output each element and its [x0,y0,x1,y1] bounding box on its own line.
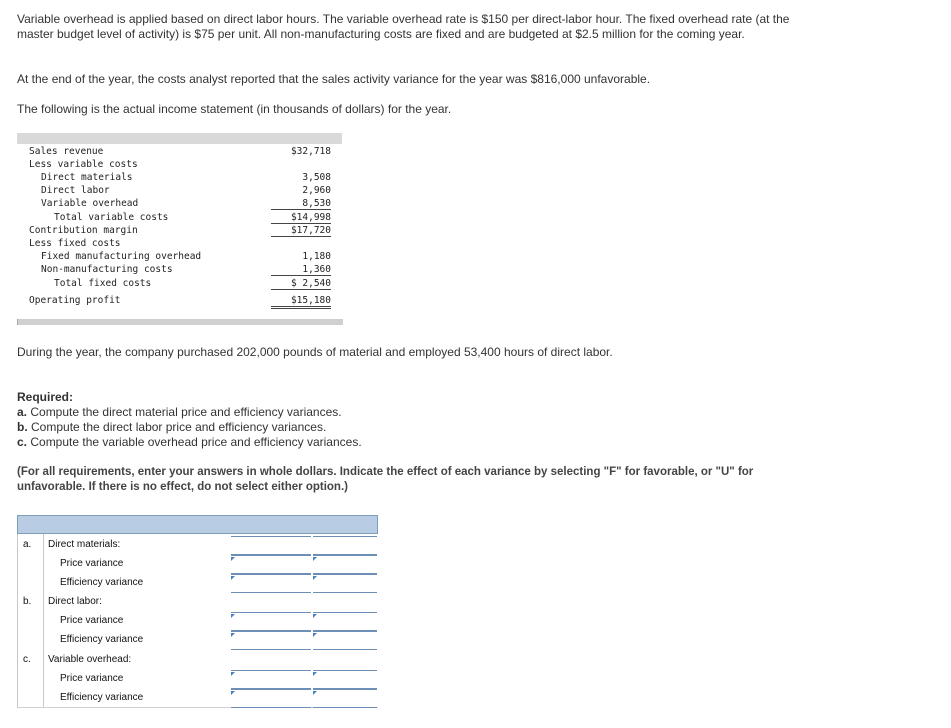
dropdown-marker-icon [231,576,235,580]
dropdown-marker-icon [231,691,235,695]
group-title: Direct labor: [48,596,102,607]
vo-price-amount-input[interactable] [231,670,311,689]
statement-bottom-bar [17,319,343,325]
statement-row-non-mfg-costs [17,264,342,277]
statement-row-variable-overhead [17,198,342,211]
statement-label: Direct labor [41,185,110,196]
income-statement [17,133,342,325]
statement-label: Variable overhead [41,198,139,209]
dl-price-amount-input[interactable] [231,612,311,631]
statement-row-less-fixed [17,238,342,251]
dropdown-marker-icon [231,672,235,676]
intro-paragraph-rates: Variable overhead is applied based on direct labor hours. The variable overhead rate is $150 per direct-labor hour. The fixed overhead rate (at the master budget level of activity) is $75 per unit. All non-manufacturing costs are fixed and are budgeted at $2.5 million for the coming year. [17,12,790,41]
statement-label: Direct materials [41,172,133,183]
statement-label: Total variable costs [54,212,169,223]
intro-paragraph-statement-lead: The following is the actual income statement (in thousands of dollars) for the year. [17,102,452,116]
group-title: Variable overhead: [48,654,132,665]
dm-price-amount-input[interactable] [231,555,311,574]
statement-amount: 1,360 [271,264,331,276]
statement-label: Contribution margin [29,225,138,236]
statement-amount: $17,720 [271,225,331,237]
item-label: Efficiency variance [60,577,144,588]
row-direct-labor [17,592,378,611]
statement-row-total-fixed [17,278,342,291]
row-dl-efficiency-variance [17,630,378,649]
item-label: Price variance [60,673,124,684]
item-label: Price variance [60,558,124,569]
dropdown-marker-icon [313,557,317,561]
group-letter: a. [23,539,32,550]
required-item-c [17,435,817,450]
row-dl-price-variance [17,611,378,630]
statement-row-direct-labor [17,185,342,198]
statement-amount: 2,960 [302,185,331,196]
statement-row-direct-materials [17,172,342,185]
instructions-note: (For all requirements, enter your answers in whole dollars. Indicate the effect of each variance by selecting "F" for favorable, or "U" for unfavorable. If there is no effect, do not select either option.) [17,466,754,493]
statement-label: Fixed manufacturing overhead [41,251,202,262]
required-item-b [17,420,817,435]
group-letter: b. [23,596,32,607]
statement-amount: $ 2,540 [271,278,331,290]
purchases-paragraph: During the year, the company purchased 202,000 pounds of material and employed 53,400 hours of direct labor. [17,345,613,359]
dropdown-marker-icon [313,691,317,695]
statement-row-sales-revenue [17,146,342,159]
statement-amount: 3,508 [302,172,331,183]
answer-table-header [17,515,378,534]
dl-efficiency-amount-input[interactable] [231,631,311,650]
dl-price-effect-select[interactable] [313,612,377,631]
row-dm-price-variance [17,554,378,573]
statement-row-total-variable [17,212,342,225]
row-vo-price-variance [17,669,378,688]
statement-amount: 8,530 [271,198,331,210]
dm-header-amount-cell [231,536,311,555]
dropdown-marker-icon [231,633,235,637]
required-letter: c. [17,435,28,449]
required-text: Compute the variable overhead price and efficiency variances. [27,435,362,449]
intro-paragraph-sales-variance: At the end of the year, the costs analyst reported that the sales activity variance for the year was $816,000 unfavorable. [17,72,651,86]
required-text: Compute the direct labor price and efficiency variances. [27,420,327,434]
dm-efficiency-effect-select[interactable] [313,574,377,593]
statement-row-less-variable [17,159,342,172]
statement-amount: $32,718 [290,146,331,157]
vo-efficiency-amount-input[interactable] [231,689,311,708]
statement-label: Total fixed costs [54,278,152,289]
dm-header-effect-cell [313,536,377,555]
item-label: Efficiency variance [60,634,144,645]
dropdown-marker-icon [231,614,235,618]
statement-amount: 1,180 [302,251,331,262]
vo-price-effect-select[interactable] [313,670,377,689]
required-letter: a. [17,405,28,419]
statement-row-fixed-mfg-overhead [17,251,342,264]
statement-label: Non-manufacturing costs [41,264,173,275]
statement-label: Sales revenue [29,146,104,157]
row-dm-efficiency-variance [17,573,378,592]
dropdown-marker-icon [313,576,317,580]
dropdown-marker-icon [313,614,317,618]
vo-efficiency-amount-field[interactable] [231,690,315,709]
required-text: Compute the direct material price and efficiency variances. [27,405,342,419]
dl-efficiency-amount-field[interactable] [231,632,315,651]
row-direct-materials [17,535,378,554]
vo-efficiency-effect-select[interactable] [313,689,377,708]
statement-label: Less variable costs [29,159,138,170]
row-variable-overhead [17,650,378,669]
dropdown-marker-icon [313,633,317,637]
group-title: Direct materials: [48,539,121,550]
required-heading: Required: [17,390,74,404]
dm-efficiency-amount-input[interactable] [231,574,311,593]
statement-row-contribution-margin [17,225,342,238]
group-letter: c. [23,654,31,665]
answer-table [17,515,378,708]
statement-amount: $15,180 [271,295,331,309]
statement-amount: $14,998 [271,212,331,224]
item-label: Price variance [60,615,124,626]
required-section [17,390,817,450]
statement-label: Operating profit [29,295,121,306]
dropdown-marker-icon [313,672,317,676]
dropdown-marker-icon [231,557,235,561]
required-letter: b. [17,420,28,434]
dm-price-effect-select[interactable] [313,555,377,574]
row-vo-efficiency-variance [17,688,378,707]
item-label: Efficiency variance [60,692,144,703]
statement-row-operating-profit [17,295,342,308]
statement-label: Less fixed costs [29,238,121,249]
required-item-a [17,405,817,420]
statement-top-bar [17,133,342,144]
dl-efficiency-effect-select[interactable] [313,631,377,650]
